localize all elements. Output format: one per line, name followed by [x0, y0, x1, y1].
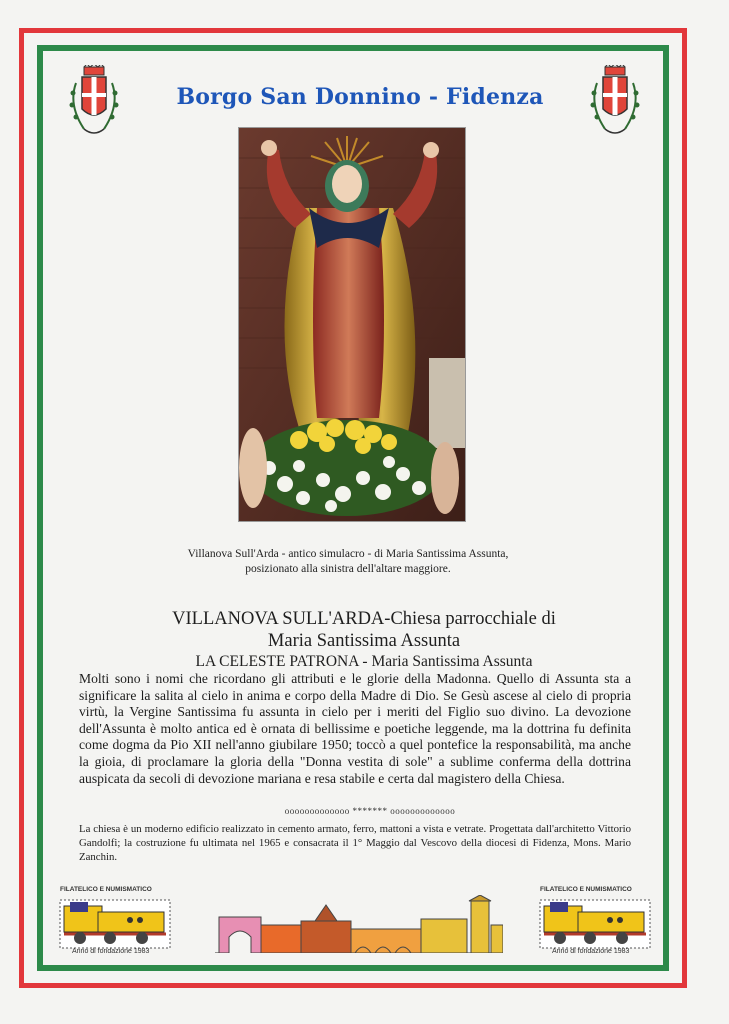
- heading-line-2: Maria Santissima Assunta: [267, 631, 461, 651]
- caption-line-2: posizionato alla sinistra dell'altare maggiore.: [245, 563, 451, 575]
- section-divider: ooooooooooooo ******* ooooooooooooo: [284, 806, 456, 816]
- fidenza-skyline-illustration: [215, 895, 503, 953]
- stamp-year: Anno di fondazione 1983: [72, 948, 150, 955]
- heading-line-1: VILLANOVA SULL'ARDA-Chiesa parrocchiale di: [172, 609, 556, 629]
- article-heading: [80, 608, 648, 652]
- caption-line-1: Villanova Sull'Arda - antico simulacro - di Maria Santissima Assunta,: [187, 548, 509, 560]
- stamp-train-icon: [50, 896, 172, 956]
- photo-caption: [130, 547, 566, 577]
- statue-photo: [238, 127, 466, 522]
- stamp-train-icon: [530, 896, 652, 956]
- church-description: La chiesa è un moderno edificio realizzato in cemento armato, ferro, mattoni a vista e vetrate. Progettata dall'architetto Vittorio Gandolfi; la costruzione fu ultimata nel 1965 e consacrata il 1° Maggio dal Vescovo della diocesi di Fidenza, Mons. Mario Zanchin.: [79, 823, 631, 863]
- page-title: Borgo San Donnino - Fidenza: [176, 84, 544, 110]
- stamp-year: Anno di fondazione 1983: [552, 948, 630, 955]
- club-stamp-left: [50, 886, 172, 958]
- coat-of-arms-right-icon: [585, 65, 645, 141]
- coat-of-arms-left-icon: [64, 65, 124, 141]
- article-subheading: LA CELESTE PATRONA - Maria Santissima Assunta: [195, 653, 533, 670]
- stamp-label: FILATELICO E NUMISMATICO: [60, 886, 152, 893]
- article-body: Molti sono i nomi che ricordano gli attributi e le glorie della Madonna. Quello di Assunta sta a significare la salita al cielo in anima e corpo della Madre di Dio. Se Gesù ascese al cielo di propria virtù, la Vergine Santissima fu assunta in cielo per i meriti del Figlio suo divino. La devozione dell'Assunta è molto antica ed è ornata di bellissime e poetiche leggende, ma la dottrina fu definita come dogma da Pio XII nell'anno giubilare 1950; toccò a quel pontefice la responsabilità, ma anche la gioia, di proclamare la gloria della "Donna vestita di sole" a sublime conferma della dottrina auspicata da secoli di devozione mariana e resa stabile e certa dal magistero della Chiesa.: [79, 671, 631, 786]
- stamp-label: FILATELICO E NUMISMATICO: [540, 886, 632, 893]
- club-stamp-right: [530, 886, 652, 958]
